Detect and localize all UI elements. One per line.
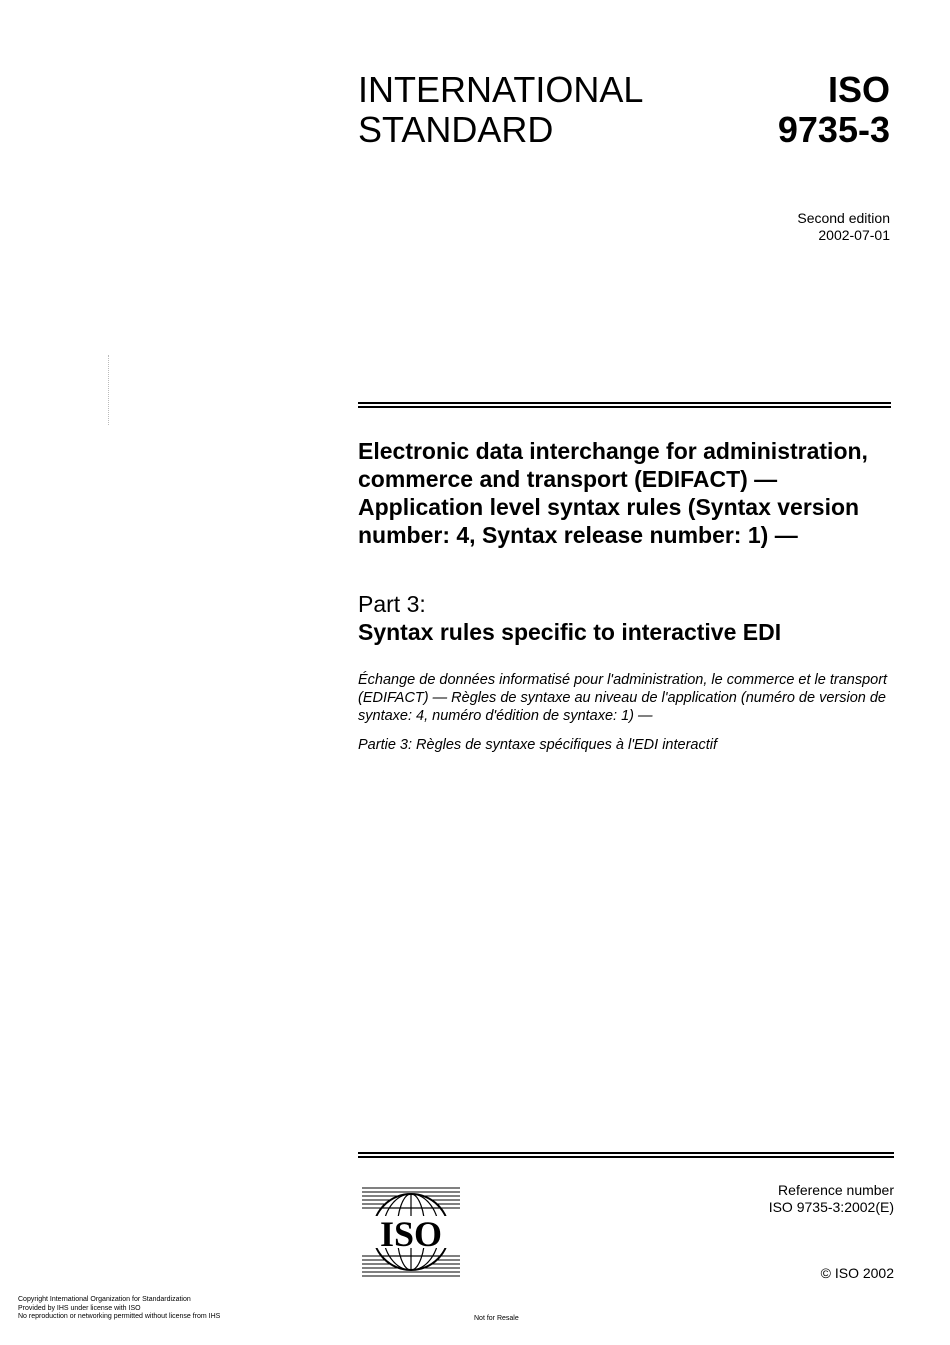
standard-number-block xyxy=(778,70,890,150)
edition-label: Second edition xyxy=(797,210,890,226)
edition-date: 2002-07-01 xyxy=(818,227,890,243)
french-title: Échange de données informatisé pour l'administration, le commerce et le transport (EDIFACT) — Règles de syntaxe au niveau de l'application (numéro de version de syntaxe: 4, numéro d'édition de syntaxe: 1) — xyxy=(358,672,888,724)
footer-line3: No reproduction or networking permitted without license from IHS xyxy=(18,1313,221,1321)
standard-number: 9735-3 xyxy=(777,109,890,150)
standard-type xyxy=(358,70,643,150)
standard-type-line2: STANDARD xyxy=(358,109,554,150)
standard-type-line1: INTERNATIONAL xyxy=(358,69,644,110)
standard-prefix: ISO xyxy=(827,69,890,110)
copyright-notice: © ISO 2002 xyxy=(820,1265,894,1281)
top-divider xyxy=(358,402,891,408)
part-title: Syntax rules specific to interactive EDI xyxy=(358,619,782,645)
bottom-divider xyxy=(358,1152,894,1158)
part-label: Part 3: xyxy=(358,591,426,617)
footer-not-for-resale: Not for Resale xyxy=(474,1315,519,1322)
footer-line2: Provided by IHS under license with ISO xyxy=(18,1304,141,1312)
reference-block xyxy=(769,1182,894,1216)
footer-license xyxy=(18,1296,220,1322)
reference-number: ISO 9735-3:2002(E) xyxy=(768,1199,894,1215)
iso-logo-icon xyxy=(362,1186,460,1278)
french-part-title: Partie 3: Règles de syntaxe spécifiques à l'EDI interactif xyxy=(358,737,718,753)
edition-block xyxy=(797,210,890,244)
reference-label: Reference number xyxy=(778,1182,894,1198)
footer-line1: Copyright International Organization for Standardization xyxy=(18,1296,191,1303)
side-margin-marks xyxy=(108,355,113,425)
english-title: Electronic data interchange for administration, commerce and transport (EDIFACT) — Application level syntax rules (Syntax version number: 4, Syntax release number: 1) — xyxy=(358,438,868,548)
iso-logo-text: ISO xyxy=(379,1214,443,1254)
